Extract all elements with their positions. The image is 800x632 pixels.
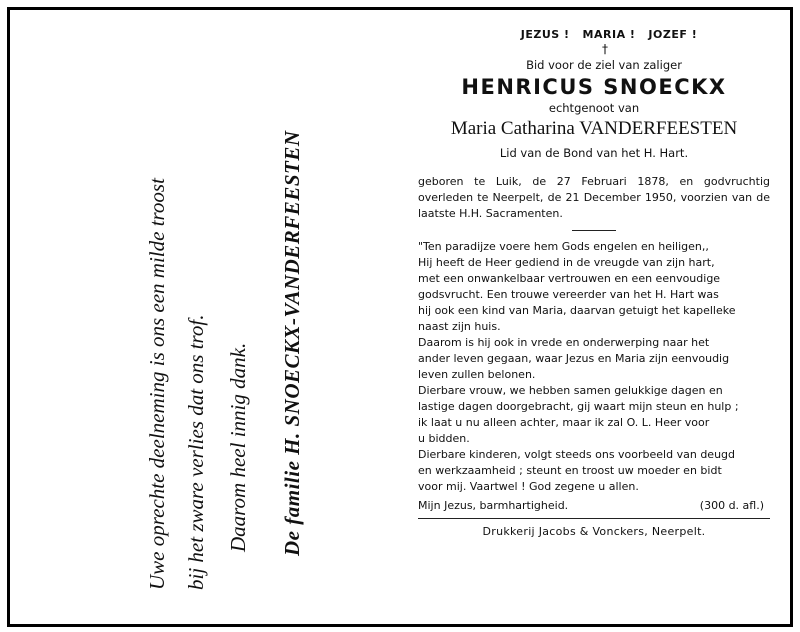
invocation: JEZUS ! MARIA ! JOZEF ! bbox=[520, 28, 698, 41]
poem-line: naast zijn huis. bbox=[418, 320, 501, 333]
poem-line: Dierbare vrouw, we hebben samen gelukkige dagen en bbox=[418, 384, 723, 397]
family-signature: De familie H. SNOECKX-VANDERFEESTEN bbox=[280, 130, 304, 556]
spouse-name: Maria Catharina VANDERFEESTEN bbox=[450, 118, 738, 139]
poem-line: Daarom is hij ook in vrede en onderwerping naar het bbox=[418, 336, 710, 349]
poem-line: "Ten paradijze voere hem Gods engelen en heiligen,, bbox=[418, 240, 709, 253]
thanks-line-3: Daarom heel innig dank. bbox=[226, 342, 250, 552]
poem-line: leven zullen belonen. bbox=[418, 368, 536, 381]
biography: geboren te Luik, de 27 Februari 1878, en godvruchtig overleden te Neerpelt, de 21 December 1950, voorzien van de laatste H.H. Sacramenten. bbox=[418, 175, 770, 220]
poem-line: hij ook een kind van Maria, daarvan getuigt het kapelleke bbox=[418, 304, 736, 317]
obituary-panel bbox=[418, 28, 770, 538]
thanks-line-2: bij het zware verlies dat ons trof. bbox=[184, 314, 208, 590]
poem-line: Hij heeft de Heer gediend in de vreugde van zijn hart, bbox=[418, 256, 715, 269]
closing-prayer: Mijn Jezus, barmhartigheid. bbox=[418, 499, 569, 512]
thanks-line-1: Uwe oprechte deelneming is ons een milde troost bbox=[145, 178, 169, 590]
divider bbox=[418, 518, 770, 519]
poem-line: ander leven gegaan, waar Jezus en Maria zijn eenvoudig bbox=[418, 352, 730, 365]
poem-line: voor mij. Vaartwel ! God zegene u allen. bbox=[418, 480, 639, 493]
poem-line: u bidden. bbox=[418, 432, 470, 445]
poem-line: en werkzaamheid ; steunt en troost uw moeder en bidt bbox=[418, 464, 722, 477]
poem-line: lastige dagen doorgebracht, gij waart mijn steun en hulp ; bbox=[418, 400, 739, 413]
printer-credit: Drukkerij Jacobs & Vonckers, Neerpelt. bbox=[482, 525, 706, 538]
poem bbox=[418, 239, 770, 495]
membership: Lid van de Bond van het H. Hart. bbox=[499, 146, 689, 160]
cross-icon: † bbox=[602, 42, 608, 56]
closing-row bbox=[418, 499, 770, 512]
pray-line: Bid voor de ziel van zaliger bbox=[526, 58, 682, 72]
poem-line: ik laat u nu alleen achter, maar ik zal O. L. Heer voor bbox=[418, 416, 710, 429]
poem-line: Dierbare kinderen, volgt steeds ons voorbeeld van deugd bbox=[418, 448, 736, 461]
poem-line: godsvrucht. Een trouwe vereerder van het H. Hart was bbox=[418, 288, 719, 301]
deceased-name: HENRICUS SNOECKX bbox=[461, 75, 727, 99]
spouse-label: echtgenoot van bbox=[548, 101, 640, 115]
indulgence: (300 d. afl.) bbox=[699, 499, 764, 512]
divider bbox=[572, 230, 616, 231]
poem-line: met een onwankelbaar vertrouwen en een eenvoudige bbox=[418, 272, 721, 285]
